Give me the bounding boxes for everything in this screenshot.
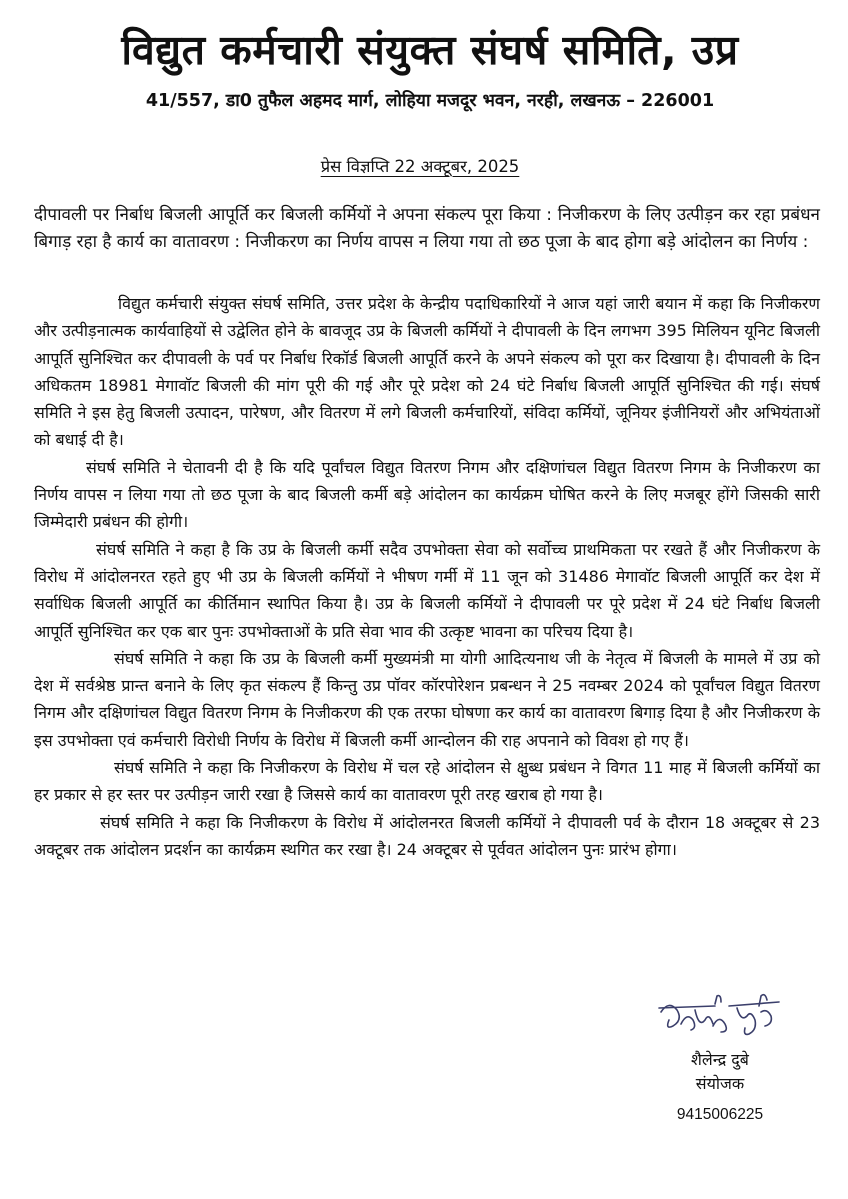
organization-address: 41/557, डा0 तुफैल अहमद मार्ग, लोहिया मजदूर भवन, नरही, लखनऊ – 226001	[145, 91, 715, 111]
paragraph-3: संघर्ष समिति ने कहा है कि उप्र के बिजली कर्मी सदैव उपभोक्ता सेवा को सर्वोच्च प्राथमिकता पर रखते हैं और निजीकरण के विरोध में आंदोलनरत रहते हुए भी उप्र के बिजली कर्मियों ने भीषण गर्मी में 11 जून को 31486 मेगावॉट बिजली आपूर्ति कर देश में सर्वाधिक बिजली आपूर्ति का कीर्तिमान स्थापित किया है। उप्र के बिजली कर्मियों ने दीपावली पर पूरे प्रदेश में 24 घंटे निर्बाध बिजली आपूर्ति सुनिश्चित कर एक बार पुनः उपभोक्ताओं के प्रति सेवा भाव की उत्कृष्ट भावना का परिचय दिया है।	[34, 539, 820, 641]
signatory-name: शैलेन्द्र दुबे	[691, 1050, 749, 1069]
signature-block	[640, 990, 800, 1128]
press-release-subject: दीपावली पर निर्बाध बिजली आपूर्ति कर बिजली कर्मियों ने अपना संकल्प पूरा किया : निजीकरण के लिए उत्पीड़न कर रहा प्रबंधन बिगाड़ रहा है कार्य का वातावरण : निजीकरण का निर्णय वापस न लिया गया तो छठ पूजा के बाद होगा बड़े आंदोलन का निर्णय :	[34, 205, 820, 252]
handwritten-signature	[655, 990, 785, 1046]
paragraph-2: संघर्ष समिति ने चेतावनी दी है कि यदि पूर्वांचल विद्युत वितरण निगम और दक्षिणांचल विद्युत वितरण निगम के निजीकरण का निर्णय वापस न लिया गया तो छठ पूजा के बाद बिजली कर्मी बड़े आंदोलन का कार्यक्रम घोषित करने के लिए मजबूर होंगे जिसकी सारी जिम्मेदारी प्रबंधन की होगी।	[34, 457, 820, 532]
press-release-body	[34, 290, 820, 863]
press-release-heading-text: प्रेस विज्ञप्ति 22 अक्टूबर, 2025	[320, 157, 520, 176]
paragraph-6: संघर्ष समिति ने कहा कि निजीकरण के विरोध में आंदोलनरत बिजली कर्मियों ने दीपावली पर्व के दौरान 18 अक्टूबर से 23 अक्टूबर तक आंदोलन प्रदर्शन का कार्यक्रम स्थगित कर रखा है। 24 अक्टूबर से पूर्ववत आंदोलन पुनः प्रारंभ होगा।	[34, 812, 820, 859]
organization-title: विद्युत कर्मचारी संयुक्त संघर्ष समिति, उप्र	[121, 26, 739, 74]
signatory-designation: संयोजक	[695, 1074, 745, 1093]
paragraph-1: विद्युत कर्मचारी संयुक्त संघर्ष समिति, उत्तर प्रदेश के केन्द्रीय पदाधिकारियों ने आज यहां जारी बयान में कहा कि निजीकरण और उत्पीड़नात्मक कार्यवाहियों से उद्वेलित होने के बावजूद उप्र के बिजली कर्मियों ने दीपावली के दिन लगभग 395 मिलियन यूनिट बिजली आपूर्ति सुनिश्चित कर दीपावली के पर्व पर निर्बाध रिकॉर्ड बिजली आपूर्ति करने के अपने संकल्प को पूरा कर दिखाया है। दीपावली के दिन अधिकतम 18981 मेगावॉट बिजली की मांग पूरी की गई और पूरे प्रदेश को 24 घंटे निर्बाध बिजली आपूर्ति सुनिश्चित की गई। संघर्ष समिति ने इस हेतु बिजली उत्पादन, पारेषण, और वितरण में लगे बिजली कर्मचारियों, संविदा कर्मियों, जूनियर इंजीनियरों और अभियंताओं को बधाई दी है।	[34, 294, 820, 450]
paragraph-4: संघर्ष समिति ने कहा कि उप्र के बिजली कर्मी मुख्यमंत्री मा योगी आदित्यनाथ जी के नेतृत्व में बिजली के मामले में उप्र को देश में सर्वश्रेष्ठ प्रान्त बनाने के लिए कृत संकल्प हैं किन्तु उप्र पॉवर कॉरपोरेशन प्रबन्धन ने 25 नवम्बर 2024 को पूर्वांचल विद्युत वितरण निगम और दक्षिणांचल विद्युत वितरण निगम के निजीकरण की एक तरफा घोषणा कर कार्य का वातावरण बिगाड़ दिया है और निजीकरण के इस उपभोक्ता एवं कर्मचारी विरोधी निर्णय के विरोध में बिजली कर्मी आन्दोलन की राह अपनाने को विवश हो गए हैं।	[34, 648, 820, 750]
paragraph-5: संघर्ष समिति ने कहा कि निजीकरण के विरोध में चल रहे आंदोलन से क्षुब्ध प्रबंधन ने विगत 11 माह में बिजली कर्मियों का हर प्रकार से हर स्तर पर उत्पीड़न जारी रखा है जिससे कार्य का वातावरण पूरी तरह खराब हो गया है।	[34, 758, 820, 805]
press-release-heading	[120, 155, 720, 179]
signatory-phone: 9415006225	[676, 1106, 764, 1123]
